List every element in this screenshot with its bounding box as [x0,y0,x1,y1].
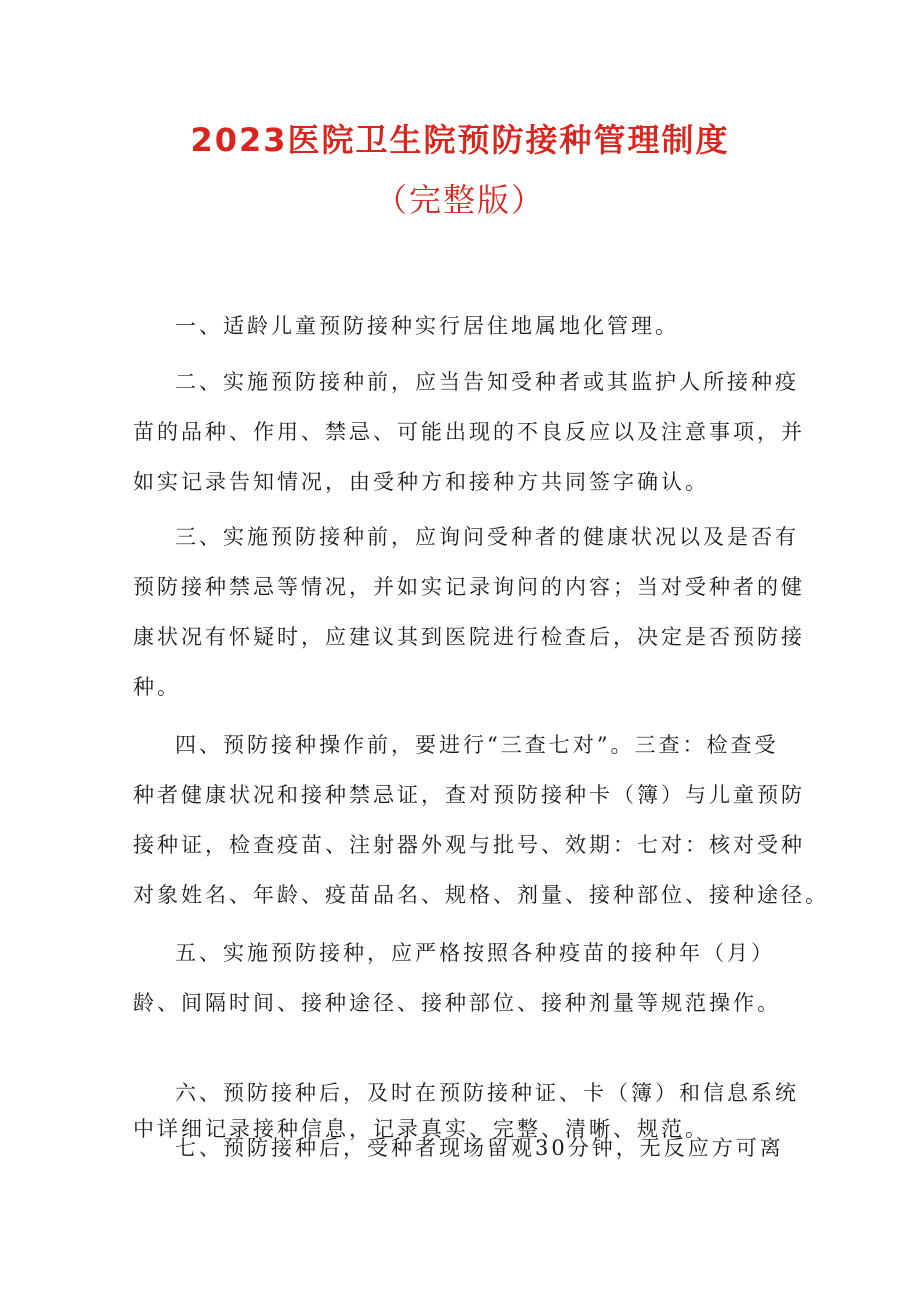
paragraph-line: 预防接种禁忌等情况，并如实记录询问的内容；当对受种者的健 [133,575,805,599]
paragraph-line: 六、预防接种后，及时在预防接种证、卡（簿）和信息系统 [175,1081,799,1105]
paragraph-2 [133,367,805,517]
paragraph-line: 种者健康状况和接种禁忌证，查对预防接种卡（簿）与儿童预防 [133,783,805,807]
document-subtitle: （完整版） [374,181,545,219]
paragraph-line: 五、实施预防接种，应严格按照各种疫苗的接种年（月） [175,941,775,965]
paragraph-line: 接种证，检查疫苗、注射器外观与批号、效期：七对：核对受种 [133,833,805,857]
paragraph-7 [133,1133,783,1183]
paragraph-4 [133,730,829,930]
paragraph-line: 种。 [133,675,181,699]
paragraph-line: 中详细记录接种信息，记录真实、完整、清晰、规范。 [133,1117,709,1141]
document-title: 2023医院卫生院预防接种管理制度 [190,121,730,159]
paragraph-3 [133,522,805,722]
paragraph-line: 龄、间隔时间、接种途径、接种部位、接种剂量等规范操作。 [133,991,781,1015]
paragraph-line: 七、预防接种后，受种者现场留观30分钟，无反应方可离 [175,1136,784,1160]
paragraph-line: 二、实施预防接种前，应当告知受种者或其监护人所接种疫 [175,370,799,394]
paragraph-line: 苗的品种、作用、禁忌、可能出现的不良反应以及注意事项，并 [133,420,805,444]
paragraph-1 [133,311,783,361]
paragraph-line: 如实记录告知情况，由受种方和接种方共同签字确认。 [133,470,709,494]
paragraph-line: 康状况有怀疑时，应建议其到医院进行检查后，决定是否预防接 [133,625,805,649]
paragraph-line: 三、实施预防接种前，应询问受种者的健康状况以及是否有 [175,525,799,549]
paragraph-5 [133,938,783,1038]
paragraph-line: 一、适龄儿童预防接种实行居住地属地化管理。 [175,314,679,338]
paragraph-line: 对象姓名、年龄、疫苗品名、规格、剂量、接种部位、接种途径。 [133,883,829,907]
paragraph-line: 四、预防接种操作前，要进行“三查七对”。三查：检查受 [175,733,779,757]
